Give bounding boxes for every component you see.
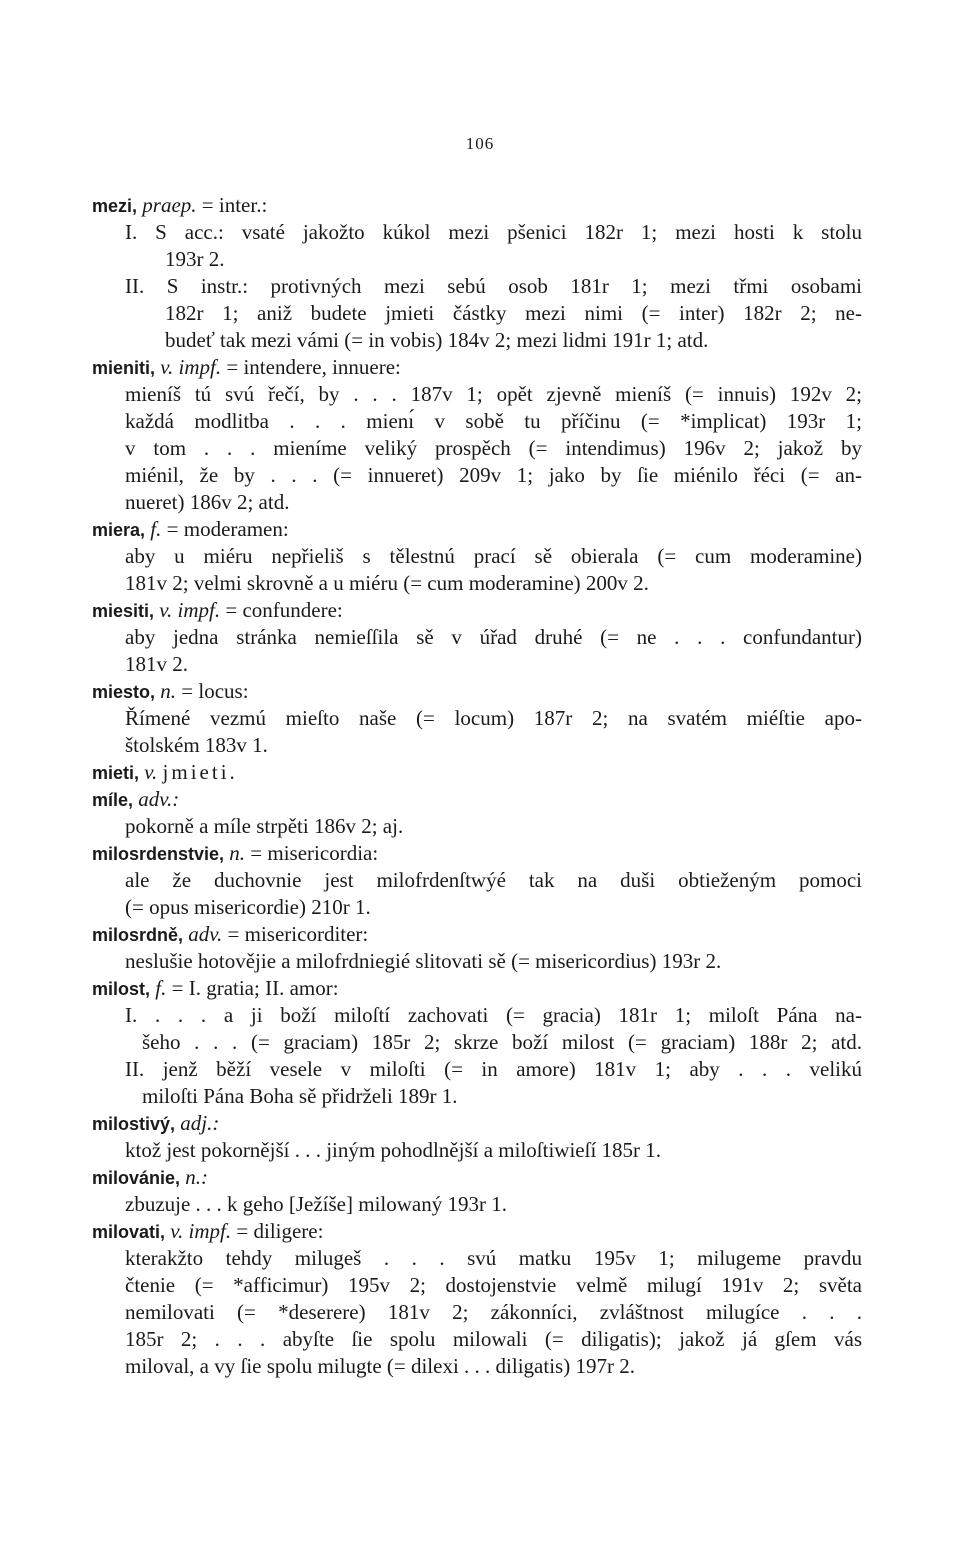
part-of-speech: n.: (185, 1165, 209, 1189)
dictionary-entry (92, 786, 862, 840)
part-of-speech: f. (150, 517, 162, 541)
headword: miesto, (92, 682, 156, 702)
entry-heading (92, 192, 862, 219)
entry-text-line: ktož jest pokornější . . . jiným pohodlnější a miloſtiwieſí 185r 1. (125, 1138, 662, 1162)
entry-text-line: mieníš tú svú řečí, by . . . 187v 1; opět zjevně mieníš (= innuis) 192v 2; (125, 382, 862, 406)
entry-text-line: miloval, a vy ſie spolu milugte (= dilexi . . . diligatis) 197r 2. (125, 1354, 635, 1378)
entry-heading (92, 678, 862, 705)
entry-text-line: pokorně a míle strpěti 186v 2; aj. (125, 814, 404, 838)
entry-text-line: šeho . . . (= graciam) 185r 2; skrze boží milost (= graciam) 188r 2; atd. (142, 1030, 862, 1054)
definition: = diligere: (236, 1219, 324, 1243)
part-of-speech: n. (160, 679, 177, 703)
part-of-speech: v. impf. (170, 1219, 232, 1243)
entry-text-line: 185r 2; . . . abyſte ſie spolu milowali (= diligatis); jakož já gſem vás (125, 1327, 862, 1351)
definition: = moderamen: (166, 517, 289, 541)
entry-heading (92, 516, 862, 543)
headword: milovati, (92, 1222, 166, 1242)
entry-text-line: (= opus misericordie) 210r 1. (125, 895, 371, 919)
entry-text-line: 193r 2. (165, 247, 225, 271)
headword: miesiti, (92, 601, 155, 621)
dictionary-entry (92, 516, 862, 597)
entry-text-line: zbuzuje . . . k geho [Ježíše] milowaný 193r 1. (125, 1192, 507, 1216)
entry-text-line: kterakžto tehdy milugeš . . . svú matku 195v 1; milugeme pravdu (125, 1246, 862, 1270)
entry-text-line: 181v 2. (125, 652, 188, 676)
part-of-speech: n. (229, 841, 246, 865)
entry-text-line: budeť tak mezi vámi (= in vobis) 184v 2; mezi lidmi 191r 1; atd. (165, 328, 709, 352)
entry-text-line: neslušie hotovějie a milofrdniegié slitovati sě (= misericordius) 193r 2. (125, 949, 722, 973)
headword: míle, (92, 790, 134, 810)
entry-heading (92, 840, 862, 867)
definition: = confundere: (225, 598, 343, 622)
entry-text-line: Římené vezmú mieſto naše (= locum) 187r 2; na svatém miéſtie apo- (125, 706, 862, 730)
entry-heading (92, 1110, 862, 1137)
entry-text-line: II. jenž běží vesele v miloſti (= in amore) 181v 1; aby . . . velikú (125, 1057, 862, 1081)
dictionary-entry (92, 1164, 862, 1218)
definition: jmieti. (162, 760, 238, 784)
entry-text-line: II. S instr.: protivných mezi sebú osob 181r 1; mezi třmi osobami (125, 274, 862, 298)
part-of-speech: f. (155, 976, 167, 1000)
headword: milosrdenstvie, (92, 844, 225, 864)
dictionary-entry (92, 975, 862, 1110)
entry-heading (92, 759, 862, 786)
definition: = inter.: (201, 193, 268, 217)
definition: = intendere, innuere: (226, 355, 401, 379)
headword: mezi, (92, 196, 138, 216)
part-of-speech: adj.: (180, 1111, 220, 1135)
entry-heading (92, 597, 862, 624)
page-number: 106 (465, 134, 495, 153)
definition: = misericordia: (250, 841, 379, 865)
entry-heading (92, 921, 862, 948)
part-of-speech: v. impf. (160, 355, 222, 379)
definition: = misericorditer: (227, 922, 369, 946)
entry-text-line: miloſti Pána Boha sě přidrželi 189r 1. (142, 1084, 458, 1108)
dictionary-entry (92, 192, 862, 354)
entry-text-line: I. S acc.: vsaté jakožto kúkol mezi pšenici 182r 1; mezi hosti k stolu (125, 220, 862, 244)
entry-text-line: ale že duchovnie jest milofrdenſtwýé tak na duši obtieženým pomoci (125, 868, 862, 892)
entry-text-line: nemilovati (= *deserere) 181v 2; zákonníci, zvláštnost milugíce . . . (125, 1300, 862, 1324)
part-of-speech: v. (144, 760, 158, 784)
entry-text-line: každá modlitba . . . mienı́ v sobě tu příčinu (= *implicat) 193r 1; (125, 409, 862, 433)
headword: miera, (92, 520, 146, 540)
dictionary-entry (92, 354, 862, 516)
dictionary-entry (92, 1110, 862, 1164)
part-of-speech: adv. (188, 922, 223, 946)
part-of-speech: adv.: (138, 787, 180, 811)
headword: milost, (92, 979, 151, 999)
entry-heading (92, 354, 862, 381)
entry-text-line: štolském 183v 1. (125, 733, 268, 757)
part-of-speech: praep. (142, 193, 197, 217)
entry-text-line: 182r 1; aniž budete jmieti částky mezi nimi (= inter) 182r 2; ne- (165, 301, 862, 325)
dictionary-entries (92, 192, 862, 1380)
entry-heading (92, 1218, 862, 1245)
headword: mieti, (92, 763, 140, 783)
entry-text-line: 181v 2; velmi skrovně a u miéru (= cum moderamine) 200v 2. (125, 571, 649, 595)
headword: milostivý, (92, 1114, 176, 1134)
headword: milosrdně, (92, 925, 184, 945)
headword: milovánie, (92, 1168, 181, 1188)
definition: = locus: (181, 679, 249, 703)
entry-heading (92, 975, 862, 1002)
entry-text-line: miénil, že by . . . (= innueret) 209v 1; jako by ſie miénilo řéci (= an- (125, 463, 862, 487)
definition: = I. gratia; II. amor: (171, 976, 339, 1000)
entry-text-line: v tom . . . mieníme veliký prospěch (= intendimus) 196v 2; jakož by (125, 436, 862, 460)
entry-text-line: aby u miéru nepřieliš s tělestnú prací sě obierala (= cum moderamine) (125, 544, 862, 568)
headword: mieniti, (92, 358, 156, 378)
part-of-speech: v. impf. (159, 598, 221, 622)
entry-text-line: I. . . . a ji boží miloſtí zachovati (= gracia) 181r 1; miloſt Pána na- (125, 1003, 862, 1027)
dictionary-entry (92, 678, 862, 759)
dictionary-entry (92, 759, 862, 786)
entry-text-line: nueret) 186v 2; atd. (125, 490, 290, 514)
dictionary-entry (92, 921, 862, 975)
entry-text-line: čtenie (= *afficimur) 195v 2; dostojenstvie velmě milugí 191v 2; světa (125, 1273, 862, 1297)
entry-heading (92, 1164, 862, 1191)
dictionary-entry (92, 1218, 862, 1380)
entry-heading (92, 786, 862, 813)
dictionary-entry (92, 840, 862, 921)
entry-text-line: aby jedna stránka nemieſſila sě v úřad druhé (= ne . . . confundantur) (125, 625, 862, 649)
dictionary-entry (92, 597, 862, 678)
